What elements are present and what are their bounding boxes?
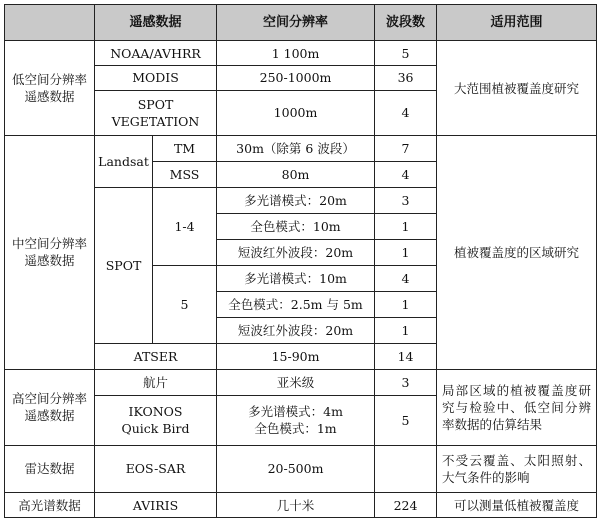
table-row [5,136,597,162]
category-mid: 中空间分辨率遥感数据 [5,136,95,370]
remote-sensing-table [4,4,597,518]
resolution-cell: 短波红外波段：20m [217,317,375,343]
resolution-cell: 30m（除第 6 波段） [217,136,375,162]
sensor-cell: TM [153,136,217,162]
category-hyper: 高光谱数据 [5,493,95,518]
bands-cell: 36 [375,66,437,91]
bands-cell [375,445,437,492]
resolution-cell: 多光谱模式：10m [217,265,375,291]
resolution-cell: 多光谱模式：20m [217,188,375,214]
sensor-cell: EOS-SAR [95,445,217,492]
scope-radar: 不受云覆盖、太阳照射、大气条件的影响 [437,445,597,492]
table-row [5,369,597,395]
sensor-cell: MSS [153,162,217,188]
header-blank [5,5,95,41]
bands-cell: 7 [375,136,437,162]
category-low: 低空间分辨率遥感数据 [5,41,95,136]
sensor-cell: 航片 [95,369,217,395]
bands-cell: 224 [375,493,437,518]
resolution-cell: 几十米 [217,493,375,518]
bands-cell: 3 [375,188,437,214]
header-data: 遥感数据 [95,5,217,41]
resolution-cell: 全色模式：2.5m 与 5m [217,291,375,317]
bands-cell: 4 [375,90,437,135]
resolution-line: 多光谱模式：4m [248,404,343,420]
resolution-line: 全色模式：1m [254,421,337,437]
resolution-cell: 250-1000m [217,66,375,91]
table-row [5,445,597,492]
scope-high: 局部区域的植被覆盖度研究与检验中、低空间分辨率数据的估算结果 [437,369,597,445]
scope-mid: 植被覆盖度的区域研究 [437,136,597,370]
resolution-cell [217,395,375,445]
sensor-cell: AVIRIS [95,493,217,518]
scope-hyper: 可以测量低植被覆盖度 [437,493,597,518]
header-resolution: 空间分辨率 [217,5,375,41]
bands-cell: 4 [375,162,437,188]
table-row [5,41,597,66]
resolution-cell: 80m [217,162,375,188]
resolution-cell: 20-500m [217,445,375,492]
sensor-cell: SPOT VEGETATION [95,90,217,135]
resolution-cell: 15-90m [217,343,375,369]
sensor-cell [95,395,217,445]
sensor-line: IKONOS [128,404,183,420]
sensor-cell: NOAA/AVHRR [95,41,217,66]
bands-cell: 4 [375,265,437,291]
sensor-cell: ATSER [95,343,217,369]
header-scope: 适用范围 [437,5,597,41]
landsat-cell: Landsat [95,136,153,188]
bands-cell: 1 [375,213,437,239]
spot-cell: SPOT [95,188,153,344]
sensor-cell: MODIS [95,66,217,91]
bands-cell: 1 [375,291,437,317]
bands-cell: 3 [375,369,437,395]
spot-model-cell: 5 [153,265,217,343]
scope-low: 大范围植被覆盖度研究 [437,41,597,136]
header-row [5,5,597,41]
bands-cell: 1 [375,239,437,265]
sensor-line: Quick Bird [121,421,190,437]
resolution-cell: 1 100m [217,41,375,66]
category-high: 高空间分辨率遥感数据 [5,369,95,445]
bands-cell: 14 [375,343,437,369]
table-row [5,493,597,518]
bands-cell: 5 [375,41,437,66]
resolution-cell: 短波红外波段：20m [217,239,375,265]
resolution-cell: 亚米级 [217,369,375,395]
resolution-cell: 1000m [217,90,375,135]
category-radar: 雷达数据 [5,445,95,492]
header-bands: 波段数 [375,5,437,41]
spot-model-cell: 1-4 [153,188,217,266]
resolution-cell: 全色模式：10m [217,213,375,239]
bands-cell: 1 [375,317,437,343]
bands-cell: 5 [375,395,437,445]
